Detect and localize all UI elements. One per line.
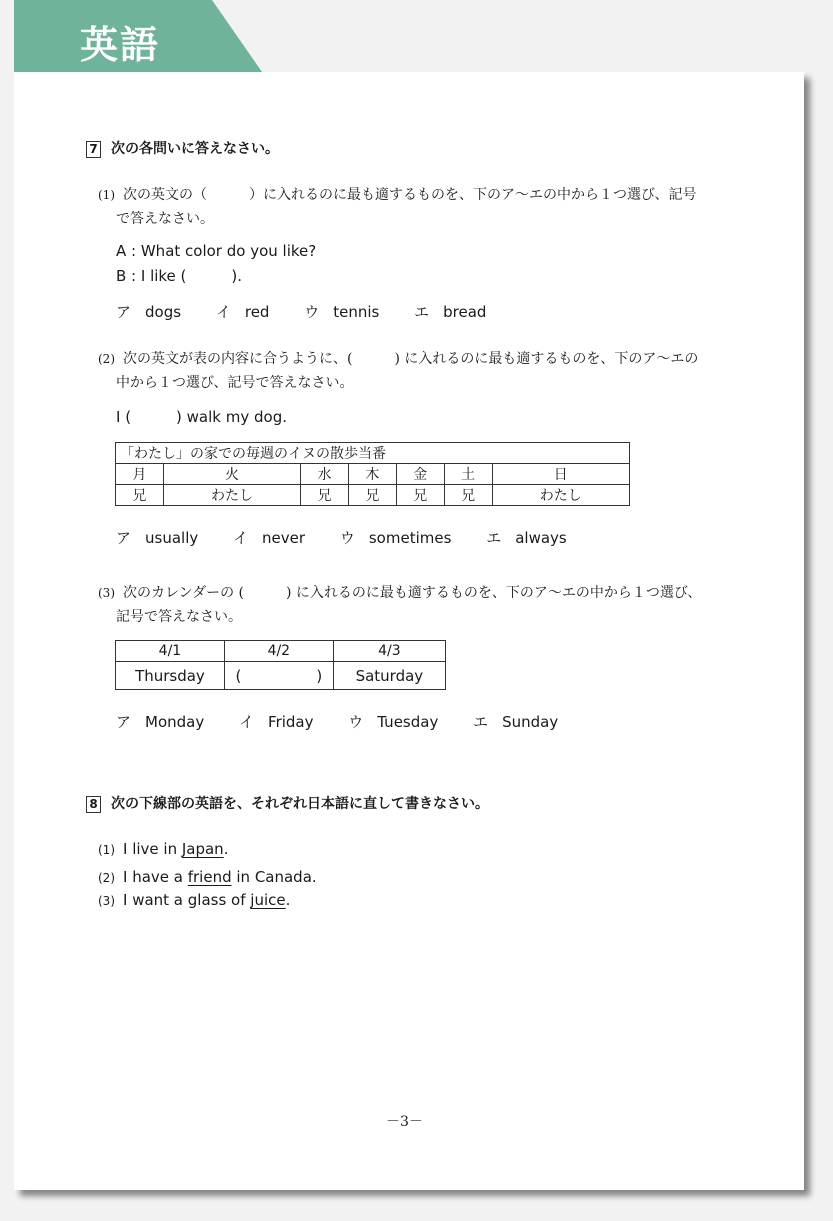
q7-sub3-text1: 次のカレンダーの ( ) に入れるのに最も適するものを、下のア～エの中から１つ選び、 <box>123 585 702 601</box>
q8-heading <box>86 793 489 813</box>
calendar-table <box>115 640 446 690</box>
underlined-word: juice <box>250 891 286 909</box>
q7-number-box: 7 <box>86 141 101 158</box>
choice-label: ア <box>116 529 132 547</box>
table-cell: 月 <box>116 464 164 485</box>
q7-sub2-sentence: I ( ) walk my dog. <box>116 408 287 426</box>
q7-sub3-choices <box>116 711 588 732</box>
table-cell: 兄 <box>116 485 164 506</box>
q7-sub2-prompt-line1 <box>98 348 698 368</box>
q8-heading-text: 次の下線部の英語を、それぞれ日本語に直して書きなさい。 <box>111 796 489 812</box>
choice-label: ア <box>116 713 132 731</box>
choice-text: bread <box>443 303 487 321</box>
q8-item-text: I live in <box>123 840 182 858</box>
q7-sub2-choices <box>116 527 597 548</box>
choice-label: エ <box>473 713 489 731</box>
table-cell: 水 <box>301 464 349 485</box>
choice-text: never <box>262 529 306 547</box>
table-cell: わたし <box>492 485 629 506</box>
q7-sub1-choices <box>116 301 516 322</box>
choice-label: ウ <box>339 529 355 547</box>
exam-page <box>14 72 804 1190</box>
q8-item-text: I want a glass of <box>123 891 251 909</box>
choice-text: always <box>515 529 567 547</box>
q7-sub1-dialog-a: A : What color do you like? <box>116 242 317 260</box>
q8-item-2 <box>98 868 317 886</box>
q7-heading <box>86 138 279 158</box>
table-cell: 兄 <box>301 485 349 506</box>
choice-label: ウ <box>304 303 320 321</box>
q8-item-number: (2) <box>98 871 115 885</box>
choice-text: red <box>244 303 270 321</box>
underlined-word: Japan <box>181 840 224 858</box>
q7-sub1-dialog-b: B : I like ( ). <box>116 267 243 285</box>
q7-sub2-prompt-line2: 中から１つ選び、記号で答えなさい。 <box>116 375 354 391</box>
table-cell: 土 <box>444 464 492 485</box>
choice-text: sometimes <box>368 529 452 547</box>
table-cell: 兄 <box>444 485 492 506</box>
subject-title: 英語 <box>80 23 161 67</box>
choice-label: イ <box>233 529 249 547</box>
choice-text: usually <box>145 529 199 547</box>
q7-sub1-prompt-line1 <box>98 184 696 204</box>
choice-label: エ <box>486 529 502 547</box>
q8-item-1 <box>98 840 228 858</box>
choice-text: Sunday <box>502 713 559 731</box>
duty-table <box>115 442 630 506</box>
calendar-days-row <box>116 662 446 690</box>
choice-text: tennis <box>333 303 380 321</box>
table-cell: ( ) <box>224 662 333 690</box>
table-cell: 兄 <box>348 485 396 506</box>
choice-label: イ <box>239 713 255 731</box>
q8-item-text: I have a <box>123 868 188 886</box>
page-number: －3－ <box>386 1114 423 1130</box>
q8-item-text: . <box>285 891 291 909</box>
table-cell: 4/3 <box>333 641 445 662</box>
table-cell: Thursday <box>116 662 225 690</box>
choice-text: dogs <box>145 303 182 321</box>
q7-heading-text: 次の各問いに答えなさい。 <box>111 141 279 157</box>
choice-text: Monday <box>145 713 205 731</box>
duty-table-days-row <box>116 464 630 485</box>
q7-sub2-text1: 次の英文が表の内容に合うように、( ) に入れるのに最も適するものを、下のア～エの <box>123 351 699 367</box>
duty-table-duty-row <box>116 485 630 506</box>
table-cell: わたし <box>163 485 300 506</box>
underlined-word: friend <box>187 868 232 886</box>
calendar-dates-row <box>116 641 446 662</box>
q8-number-box: 8 <box>86 796 101 813</box>
q8-item-text: in Canada. <box>231 868 317 886</box>
q8-item-number: (3) <box>98 894 115 908</box>
table-cell: Saturday <box>333 662 445 690</box>
table-cell: 金 <box>396 464 444 485</box>
table-cell: 木 <box>348 464 396 485</box>
choice-label: ア <box>116 303 132 321</box>
table-cell: 兄 <box>396 485 444 506</box>
table-cell: 日 <box>492 464 629 485</box>
q7-sub1-text1: 次の英文の（ ）に入れるのに最も適するものを、下のア～エの中から１つ選び、記号 <box>123 187 697 203</box>
choice-label: エ <box>414 303 430 321</box>
q7-sub2-number: (2) <box>98 352 115 366</box>
table-cell: 4/1 <box>116 641 225 662</box>
table-cell: 4/2 <box>224 641 333 662</box>
choice-label: ウ <box>348 713 364 731</box>
duty-table-caption: 「わたし」の家での毎週のイヌの散歩当番 <box>116 443 630 464</box>
q7-sub3-prompt-line2: 記号で答えなさい。 <box>116 609 242 625</box>
q8-item-number: (1) <box>98 843 115 857</box>
choice-label: イ <box>215 303 231 321</box>
q7-sub1-number: (1) <box>98 188 115 202</box>
q7-sub3-prompt-line1 <box>98 582 701 602</box>
q8-item-3 <box>98 891 290 909</box>
table-cell: 火 <box>163 464 300 485</box>
q8-item-text: . <box>223 840 229 858</box>
q7-sub3-number: (3) <box>98 586 115 600</box>
q7-sub1-prompt-line2: で答えなさい。 <box>116 211 214 227</box>
choice-text: Tuesday <box>377 713 439 731</box>
choice-text: Friday <box>268 713 314 731</box>
